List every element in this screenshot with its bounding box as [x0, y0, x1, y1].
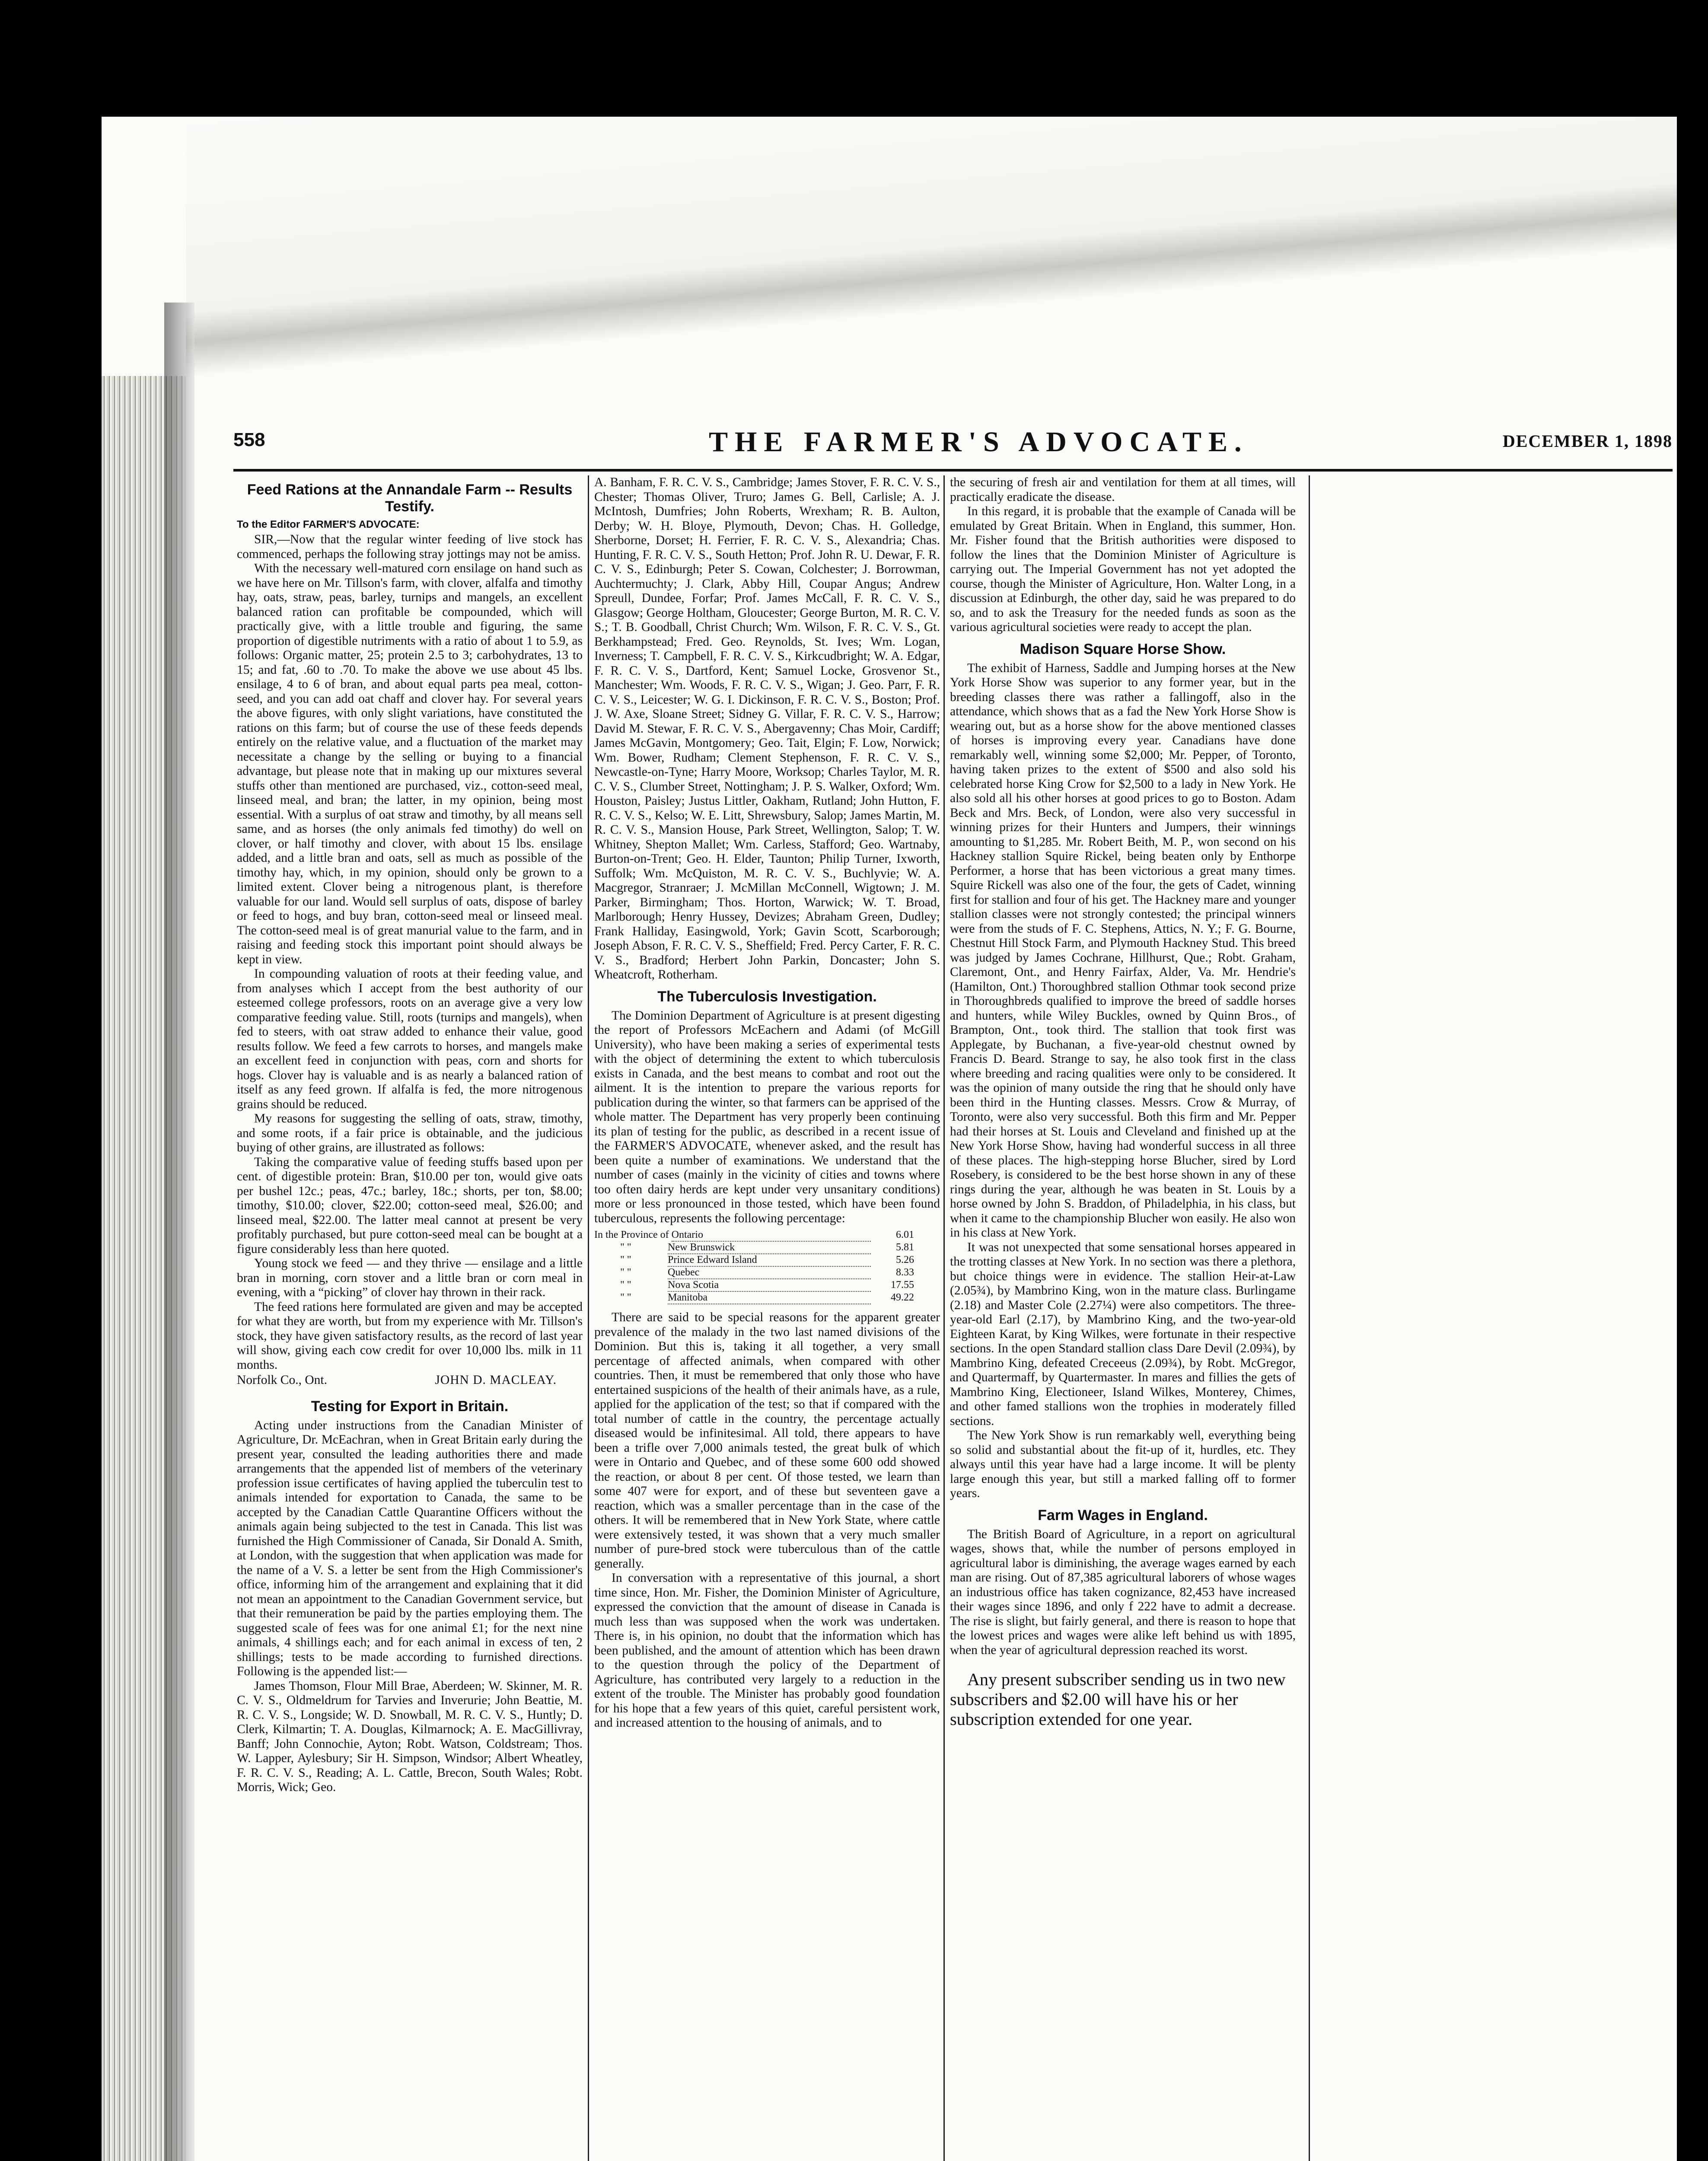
paragraph: My reasons for suggesting the selling of oats, straw, timothy, and some roots, if a fair price is obtainable, and the judicious buying of other grains, are illustrated as follows: — [237, 1112, 583, 1154]
table-row — [594, 1229, 940, 1242]
signature-place: Norfolk Co., Ont. — [237, 1373, 327, 1387]
paragraph: There are said to be special reasons for the apparent greater prevalence of the malady in the two last named divisions of the Dominion. But this is, taking it all together, a very small percentage of affected animals, when compared with other countries. Then, it must be remembered that only those who have entertained suspicions of the health of their animals have, as a rule, applied for the application of the test; so that if compared with the total number of cattle in the country, the percentage actually diseased would be infinitesimal. All told, there appears to have been a trifle over 7,000 animals tested, the great bulk of which were in Ontario and Quebec, and of these some 600 odd showed the reaction, or about 8 per cent. Of those tested, we learn than some 407 were for export, and of these but seventeen gave a reaction, which was a smaller percentage than in the case of the others. It will be remembered that in New York State, where cattle were extensively tested, it was shown that a very much smaller number of pure-bred stock were tuberculous than of the cattle generally. — [594, 1310, 940, 1571]
table-row — [620, 1254, 940, 1267]
paragraph: The British Board of Agriculture, in a report on agricultural wages, shows that, while the number of persons employed in agricultural labor is diminishing, the average wages earned by each man are rising. Out of 87,385 agricultural laborers of whose wages an industrious office has taken cognizance, 82,453 have increased their wages since 1896, and only f 222 have to admit a decrease. The rise is slight, but fairly general, and there is reason to hope that the lowest prices and wages were alike left behind us with 1895, when the year of agricultural depression reached its worst. — [950, 1527, 1296, 1657]
paragraph: It was not unexpected that some sensational horses appeared in the trotting classes at New York. In no section was there a plethora, but choice things were in evidence. The stallion Heir-at-Law (2.05¾), by Mambrino King, won in the mature class. Burlingame (2.18) and Master Cole (2.27¼) were also competitors. The three-year-old Earl (2.17), by Mambrino King, and the two-year-old Eighteen Karat, by King Wilkes, were fortunate in their respective sections. In the open Standard stallion class Dare Devil (2.09¾), by Mambrino King, defeated Creceeus (2.09¾), by Robt. McGregor, and Quartermaff, by Quartermaster. In mares and fillies the gets of Mambrino King, Electioneer, Island Wilkes, Monterey, Chimes, and other famed stallions won the trophies in moderately filled sections. — [950, 1240, 1296, 1428]
signature — [237, 1373, 583, 1388]
column-2 — [594, 475, 940, 2161]
column-rule — [1309, 475, 1310, 2161]
province-name: Manitoba — [668, 1292, 871, 1304]
table-row — [620, 1242, 940, 1254]
percentage-value: 6.01 — [896, 1229, 914, 1240]
subscription-notice-text: Any present subscriber sending us in two new subscribers and $2.00 will have his or her subscription extended for one year. — [950, 1670, 1286, 1729]
page-curl — [186, 117, 1698, 419]
province-name: Nova Scotia — [668, 1279, 871, 1292]
scan-border-right — [1677, 117, 1703, 2161]
percentage-value: 8.33 — [896, 1267, 914, 1278]
table-row — [620, 1292, 940, 1304]
page-number: 558 — [233, 429, 265, 450]
scan-border-top — [0, 0, 1708, 117]
column-rule — [943, 475, 945, 2161]
province-name: Ontario — [672, 1229, 871, 1242]
paragraph: The Dominion Department of Agriculture is at present digesting the report of Professors McEachern and Adami (of McGill University), who have been making a series of experimental tests with the object of determining the extent to which tuberculosis exists in Canada, and the best means to combat and root out the ailment. It is the intention to prepare the various reports for publication during the winter, so that farmers can be apprised of the whole matter. The Department has very properly been continuing its plan of testing for the public, as described in a recent issue of the FARMER'S ADVOCATE, whenever asked, and the result has been quite a number of examinations. We understand that the number of cases (mainly in the vicinity of cities and towns where too often dairy herds are kept under very unsanitary conditions) more or less pronounced in those tested, which have been found tuberculous, represents the following percentage: — [594, 1008, 940, 1225]
binding-shadow — [164, 303, 194, 2161]
paragraph: the securing of fresh air and ventilation for them at all times, will practically eradicate the disease. — [950, 475, 1296, 504]
subscription-notice — [950, 1670, 1296, 1729]
ditto-mark: " " — [620, 1242, 631, 1253]
percentage-value: 49.22 — [891, 1292, 914, 1303]
ditto-mark: " " — [620, 1254, 631, 1265]
paragraph: Taking the comparative value of feeding stuffs based upon per cent. of digestible protein: Bran, $10.00 per ton, would give oats per bushel 12c.; peas, 47c.; barley, 18c.; shorts, per ton, $8.00; timothy, $10.00; clover, $22.00; cotton-seed meal, $26.00; and linseed meal, $22.00. The latter meal cannot at present be very profitably purchased, but pure cotton-seed meal can be bought at a figure considerably less than here quoted. — [237, 1155, 583, 1256]
article-title-tuberculosis: The Tuberculosis Investigation. — [657, 988, 877, 1005]
paragraph: The exhibit of Harness, Saddle and Jumping horses at the New York Horse Show was superior to any former year, but in the breeding classes there was rather a fallingoff, also in the attendance, which shows that as a fad the New York Horse Show is wearing out, but as a horse show for the above mentioned classes of horses is improving every year. Canadians have done remarkably well, winning some $2,000; Mr. Pepper, of Toronto, having taken prizes to the extent of $500 and also sold his celebrated horse King Crow for $2,500 to a lady in New York. He also sold all his other horses at good prices to go to Boston. Adam Beck and Mrs. Beck, of London, were also very successful in winning prizes for their Hunters and Jumpers, their winnings amounting to $1,285. Mr. Robert Beith, M. P., won second on his Hackney stallion Squire Rickel, being beaten only by Enthorpe Performer, a horse that has been victorious a great many times. Squire Rickell was also one of the four, the gets of Cadet, winning first for stallion and four of his get. The Hackney mare and younger stallion classes were not strongly contested; the principal winners were from the studs of F. C. Stephens, Attics, N. Y.; F. G. Bourne, Chestnut Hill Stock Farm, and Plymouth Hackney Stud. This breed was judged by James Cochrane, Hillhurst, Que.; Robt. Graham, Claremont, Ont., and Henry Fairfax, Alder, Va. Mr. Hendrie's (Hamilton, Ont.) Thoroughbred stallion Othmar took second prize in Thoroughbreds qualified to improve the breed of saddle horses and hunters, while Wiley Buckles, owned by Quinn Bros., of Brampton, Ont., took third. The stallion that took first was Applegate, by Buchanan, a five-year-old chestnut owned by Francis D. Beard. Strange to say, he also took first in the class where breeding and racing qualities were only to be considered. It was the opinion of many outside the ring that he should only have been third in the Hunting classes. Messrs. Crow & Murray, of Toronto, were also very successful. Both this firm and Mr. Pepper had their horses at St. Louis and Cleveland and finished up at the New York Horse Show, having had wonderful success in all three of these places. The high-stepping horse Blucher, sired by Lord Rosebery, is considered to be the best horse shown in any of these rings during the year, although he was beaten in St. Louis by a horse owned by John S. Braddon, of Philadelphia, in his class, but when it came to the championship Blucher won easily. He also won in his class at New York. — [950, 661, 1296, 1240]
table-row — [620, 1267, 940, 1279]
article-title-testing-export: Testing for Export in Britain. — [311, 1398, 509, 1415]
table-intro: In the Province of — [594, 1229, 669, 1240]
article-title-madison-square: Madison Square Horse Show. — [1020, 641, 1226, 657]
header-rule — [233, 469, 1673, 472]
signature-name: JOHN D. MACLEAY. — [435, 1373, 557, 1387]
tuberculosis-percentage-table — [594, 1229, 940, 1304]
paragraph: The New York Show is run remarkably well, everything being so solid and substantial about the fit-up of it, hurdles, etc. They always until this year have had a large income. It will be plenty large enough this year, but still a marked falling off to former years. — [950, 1428, 1296, 1500]
article-title-farm-wages: Farm Wages in England. — [1038, 1507, 1208, 1524]
paragraph: In this regard, it is probable that the example of Canada will be emulated by Great Britain. When in England, this summer, Hon. Mr. Fisher found that the British authorities were disposed to follow the lines that the Dominion Minister of Agriculture is carrying out. The Imperial Government has not yet adopted the course, though the Minister of Agriculture, Hon. Walter Long, in a discussion at Edinburgh, the other day, said he was prepared to do so, and to ask the Treasury for the needed funds as soon as the various agricultural societies were ready to accept the plan. — [950, 504, 1296, 634]
percentage-value: 17.55 — [891, 1279, 914, 1291]
paragraph: A. Banham, F. R. C. V. S., Cambridge; James Stover, F. R. C. V. S., Chester; Thomas Oliver, Truro; James G. Bell, Carlisle; A. J. McIntosh, Dumfries; John Roberts, Wrexham; R. B. Aulton, Derby; W. H. Bloye, Plymouth, Devon; Chas. H. Golledge, Sherborne, Dorset; H. Ferrier, F. R. C. V. S., Alexandria; Chas. Hunting, F. R. C. V. S., South Hetton; Prof. John R. U. Dewar, F. R. C. V. S., Edinburgh; Peter S. Cowan, Colchester; J. Borrowman, Auchtermuchty; J. Clark, Abby Hill, Coupar Angus; Andrew Spreull, Dundee, Forfar; Prof. James McCall, F. R. C. V. S., Glasgow; George Holtham, Gloucester; George Burton, M. R. C. V. S.; T. B. Goodball, Christ Church; Wm. Wilson, F. R. C. V. S., Gt. Berkhampstead; Fred. Geo. Reynolds, St. Ives; Wm. Logan, Inverness; T. Campbell, F. R. C. V. S., Kirkcudbright; W. A. Edgar, F. R. C. V. S., Dartford, Kent; Samuel Locke, Grosvenor St., Manchester; Wm. Woods, F. R. C. V. S., Wigan; J. Geo. Parr, F. R. C. V. S., Leicester; W. G. I. Dickinson, F. R. C. V. S., Boston; Prof. J. W. Axe, Sloane Street; Sidney G. Villar, F. R. C. V. S., Harrow; David M. Stewar, F. R. C. V. S., Abergavenny; Chas Moir, Cardiff; James McGavin, Montgomery; Geo. Tait, Elgin; F. Low, Norwick; Wm. Bower, Rudham; Clement Stephenson, F. R. C. V. S., Newcastle-on-Tyne; Harry Moore, Worksop; Charles Taylor, M. R. C. V. S., Clumber Street, Nottingham; J. P. S. Walker, Oxford; Wm. Houston, Paisley; Justus Littler, Oakham, Rutland; John Hutton, F. R. C. V. S., Kelso; W. E. Litt, Shrewsbury, Salop; James Martin, M. R. C. V. S., Mansion House, Park Street, Wellington, Salop; T. W. Whitney, Shepton Mallet; Wm. Carless, Stafford; Geo. Wartnaby, Burton-on-Trent; Geo. H. Elder, Taunton; Philip Turner, Ixworth, Suffolk; Wm. McQuiston, M. R. C. V. S., Buchlyvie; W. A. Macgregor, Stranraer; J. McMillan McConnell, Wigtown; J. M. Parker, Birmingham; Thos. Horton, Warwick; W. T. Broad, Marlborough; Henry Hussey, Devizes; Abraham Green, Dudley; Frank Halliday, Easingwold, York; Gavin Scott, Scarborough; Joseph Abson, F. R. C. V. S., Sheffield; Fred. Percy Carter, F. R. C. V. S., Bradford; Herbert John Parkin, Doncaster; John S. Wheatcroft, Rotherham. — [594, 475, 940, 982]
province-name: Quebec — [668, 1267, 871, 1279]
paragraph: Acting under instructions from the Canadian Minister of Agriculture, Dr. McEachran, when in Great Britain early during the present year, consulted the leading authorities there and made arrangements that the appended list of members of the veterinary profession issue certificates of having applied the tuberculin test to animals intended for exportation to Canada, the same to be accepted by the Canadian Cattle Quarantine Officers without the animals again being subjected to the test in Canada. This list was furnished the High Commissioner of Canada, Sir Donald A. Smith, at London, with the suggestion that when application was made for the name of a V. S. a letter be sent from the High Commissioner's office, informing him of the arrangement and explaining that it did not mean an appointment to the Canadian Government service, but that their remuneration be paid by the parties employing them. The suggested scale of fees was for one animal £1; for the next nine animals, 4 shillings each; and for each animal in excess of ten, 2 shillings; tests to be made according to furnished directions. Following is the appended list:— — [237, 1418, 583, 1678]
paragraph: James Thomson, Flour Mill Brae, Aberdeen; W. Skinner, M. R. C. V. S., Oldmeldrum for Tarvies and Inverurie; John Beattie, M. R. C. V. S., Longside; W. D. Snowball, M. R. C. V. S., Huntly; D. Clerk, Kilmartin; T. A. Douglas, Kilmarnock; A. E. MacGillivray, Banff; John Connochie, Ayton; Robt. Watson, Coldstream; Thos. W. Lapper, Aylesbury; Sir H. Simpson, Windsor; Albert Wheatley, F. R. C. V. S., Reading; A. L. Cattle, Brecon, South Wales; Robt. Morris, Wick; Geo. — [237, 1679, 583, 1794]
province-name: Prince Edward Island — [668, 1254, 871, 1267]
salutation: To the Editor FARMER'S ADVOCATE: — [237, 519, 420, 530]
paragraph: In compounding valuation of roots at their feeding value, and from analyses which I accept from the best authority of our esteemed college professors, roots on an average give a very low comparative feeding value. Still, roots (turnips and mangels), when fed to steers, with oat straw added to enhance their value, good results follow. We feed a few carrots to horses, and mangels make an excellent feed in conjunction with peas, corn and shorts for hogs. Clover hay is valuable and is as nearly a balanced ration of itself as any feed grown. If alfalfa is fed, the more nitrogenous grains should be reduced. — [237, 967, 583, 1111]
ditto-mark: " " — [620, 1267, 631, 1278]
paragraph: Young stock we feed — and they thrive — ensilage and a little bran in morning, corn stover and a little bran or corn meal in evening, with a “picking” of clover hay thrown in their rack. — [237, 1256, 583, 1299]
ditto-mark: " " — [620, 1292, 631, 1303]
table-row — [620, 1279, 940, 1292]
percentage-value: 5.26 — [896, 1254, 914, 1265]
ditto-mark: " " — [620, 1279, 631, 1291]
paragraph: The feed rations here formulated are given and may be accepted for what they are worth, but from my experience with Mr. Tillson's stock, they have given satisfactory results, as the record of last year will show, giving each cow credit for over 10,000 lbs. milk in 11 months. — [237, 1300, 583, 1372]
column-1 — [237, 475, 583, 2161]
paragraph: With the necessary well-matured corn ensilage on hand such as we have here on Mr. Tillson's farm, with clover, alfalfa and timothy hay, oats, straw, peas, barley, turnips and mangels, an excellent balanced ration can profitable be compounded, which will practically give, with a little trouble and figuring, the same proportion of digestible nutriments with a ratio of about 1 to 5.9, as follows: Organic matter, 25; protein 2.5 to 3; carbohydrates, 13 to 15; and fat, .60 to .70. To make the above we use about 45 lbs. ensilage, 4 to 6 of bran, and about equal parts pea meal, cotton-seed, and you can add oat chaff and clover hay. For several years the above figures, with only slight variations, have constituted the rations on this farm; but of course the use of these feeds depends entirely on the relative value, and a fluctuation of the market may necessitate a change by the selling or buying to a financial advantage, but please note that in making up our mixtures several stuffs other than mentioned are purchased, viz., cotton-seed meal, linseed meal, and bran; the latter, in my opinion, being most essential. With a surplus of oat straw and timothy, by all means sell same, and as horses (the only animals fed timothy) do well on clover, or half timothy and clover, with about 15 lbs. ensilage added, and a little bran and oats, sell as much as possible of the timothy hay, which, in my opinion, should only be grown to a limited extent. Clover being a nitrogenous plant, is therefore valuable for our land. Would sell surplus of oats, dispose of barley or feed to hogs, and buy bran, cotton-seed meal or linseed meal. The cotton-seed meal is of great manurial value to the farm, and in raising and feeding stock this important point should always be kept in view. — [237, 561, 583, 966]
percentage-value: 5.81 — [896, 1242, 914, 1253]
article-title-feed-rations: Feed Rations at the Annandale Farm -- Results Testify. — [247, 481, 573, 515]
masthead-title: THE FARMER'S ADVOCATE. — [709, 426, 1249, 458]
column-rule — [588, 475, 589, 2161]
province-name: New Brunswick — [668, 1242, 871, 1254]
paragraph: In conversation with a representative of this journal, a short time since, Hon. Mr. Fisher, the Dominion Minister of Agriculture, expressed the conviction that the amount of disease in Canada is much less than was supposed when the work was undertaken. There is, in his opinion, no doubt that the information which has been published, and the amount of attention which has been drawn to the question through the policy of the Department of Agriculture, has contributed very largely to a reduction in the extent of the trouble. The Minister has probably good foundation for his hope that a few years of this quiet, careful persistent work, and increased attention to the housing of animals, and to — [594, 1571, 940, 1730]
paragraph: SIR,—Now that the regular winter feeding of live stock has commenced, perhaps the following stray jottings may not be amiss. — [237, 532, 583, 561]
column-3 — [950, 475, 1296, 2161]
issue-date: DECEMBER 1, 1898 — [1502, 431, 1673, 451]
running-head — [233, 426, 1673, 465]
